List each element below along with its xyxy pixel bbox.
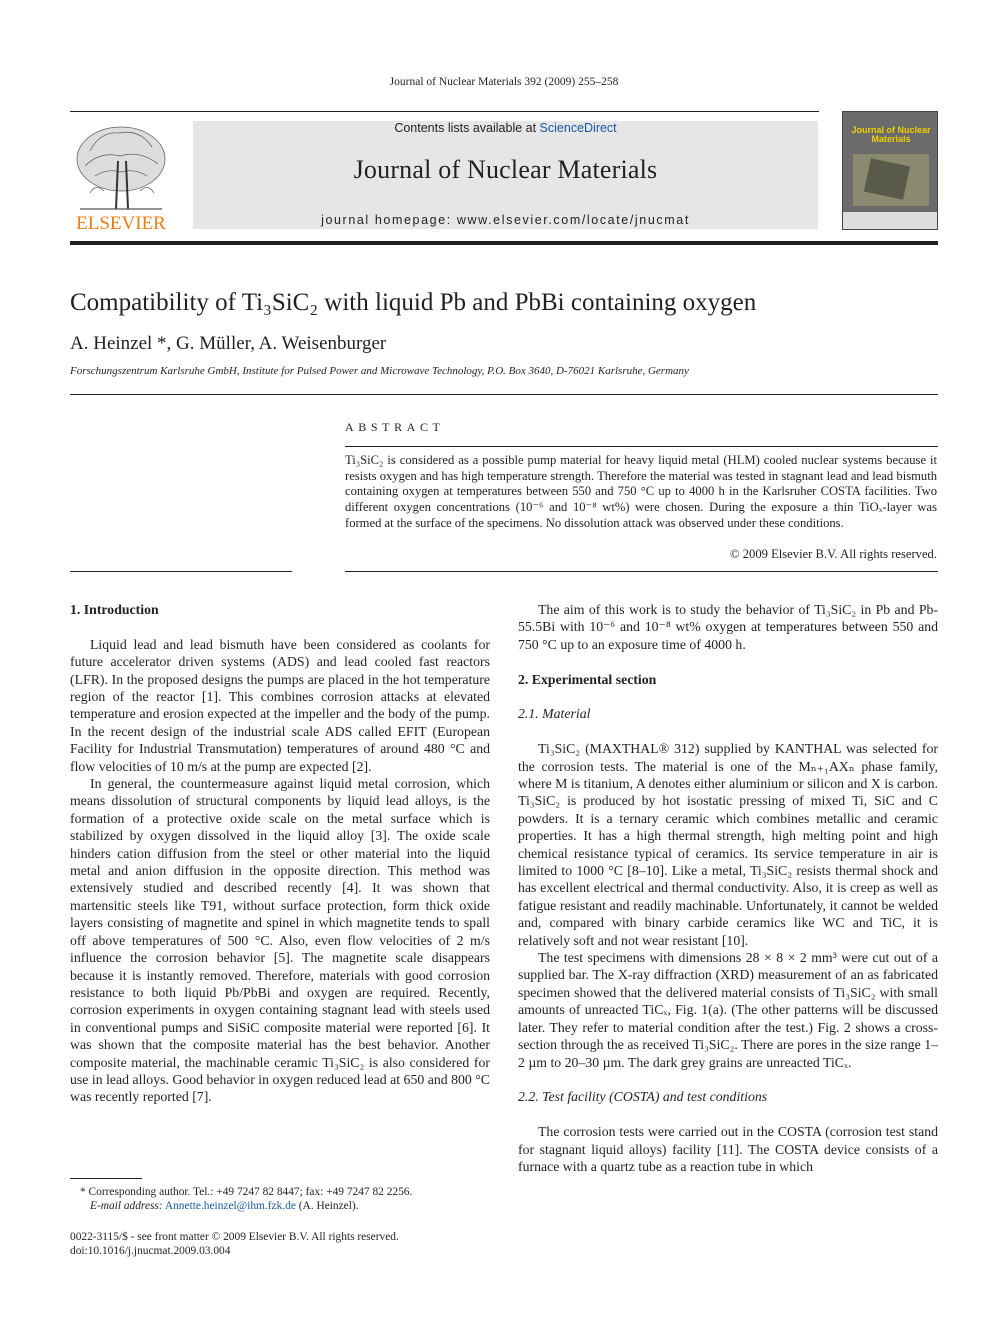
material-paragraph-1: Ti₃SiC₂ (MAXTHAL® 312) supplied by KANTHAL was selected for the corrosion tests. The material is one of the Mₙ₊₁AXₙ phase family, where M is titanium, A denotes either aluminium or silicon and X is carbon. Ti₃SiC₂ is produced by hot isostatic pressing of mixed Ti, SiC and C powders. It is a ternary ceramic which combines metallic and ceramic properties. It has a high thermal strength, high melting point and high chemical resistance typical of ceramics. Its service temperature in air is limited to 1000 °C [8–10]. Like a metal, Ti₃SiC₂ resists thermal shock and has excellent electrical and thermal conductivity. Also, it is creep as well as fatigue resistant and readily machinable. Unfortunately, it cannot be welded and, compared with binary carbide ceramics like WC and TiC, it is relatively soft and not wear resistant [10]. [518,741,938,948]
footnote [70,1185,490,1213]
article-title: Compatibility of Ti₃SiC₂ with liquid Pb and PbBi containing oxygen [70,289,757,316]
journal-homepage[interactable]: journal homepage: www.elsevier.com/locate/jnucmat [321,213,690,227]
contents-line [193,121,818,135]
subsection-heading-facility: 2.2. Test facility (COSTA) and test conditions [518,1089,768,1105]
affiliation: Forschungszentrum Karlsruhe GmbH, Institute for Pulsed Power and Microwave Technology, P.O. Box 3640, D-76021 Karlsruhe, Germany [70,365,689,377]
elsevier-logo [70,121,172,233]
right-rule [345,571,938,572]
email-label: E-mail address: [90,1200,163,1212]
section-heading-experimental: 2. Experimental section [518,671,657,687]
email-suffix: (A. Heinzel). [298,1200,359,1212]
publisher-name: ELSEVIER [76,213,166,233]
elsevier-tree-icon [70,121,172,233]
cover-strip [843,212,937,229]
aim-paragraph: The aim of this work is to study the behavior of Ti₃SiC₂ in Pb and Pb-55.5Bi with 10⁻⁶ and 10⁻⁸ wt% oxygen at temperatures between 550 and 750 °C up to an exposure time of 4000 h. [518,602,938,652]
title-rule [70,394,938,395]
journal-title: Journal of Nuclear Materials [353,155,658,184]
intro-paragraph-2: In general, the countermeasure against liquid metal corrosion, which means dissolution of structural components by liquid lead alloys, is the formation of a protective oxide scale on the metal surface which is stabilized by oxygen dissolved in the liquid alloy [3]. The oxide scale hinders cation diffusion from the steel or other material into the liquid metal and anion diffusion in the opposite direction. This method was extensively studied and described recently [4]. It was shown that martensitic steels like T91, without surface protection, form thick oxide layers consisting of magnetite and spinel in which magnetite tends to spall off above temperatures of 500 °C. Also, even flow velocities of 2 m/s influence the corrosion behavior [5]. The magnetite scale disappears because it is instantly removed. Therefore, materials with good corrosion resistance to both liquid Pb/PbBi and oxygen are required. Recently, corrosion experiments in oxygen containing stagnant lead with steels used in conventional pumps and SiSiC composite material were reported [6]. It was shown that the composite material has the best behavior. Another composite material, the machinable ceramic Ti₃SiC₂ is also considered for use in lead alloys. Good behavior in oxygen reduced lead at 650 and 800 °C was recently reported [7]. [70,776,490,1105]
cover-title: Journal of Nuclear Materials [851,125,931,144]
subsection-heading-material: 2.1. Material [518,706,591,722]
facility-paragraph: The corrosion tests were carried out in the COSTA (corrosion test stand for stagnant liquid alloys) facility [11]. The COSTA device consists of a furnace with a quartz tube as a reaction tube in which [518,1124,938,1174]
left-column [70,601,490,1106]
section-heading-introduction: 1. Introduction [70,602,159,617]
abstract-text: Ti₃SiC₂ is considered as a possible pump material for heavy liquid metal (HLM) cooled nuclear systems because it resists oxygen and has high temperature strength. Therefore the material was tested in stagnant lead and lead bismuth containing oxygen at temperatures between 550 and 750 °C up to 4000 h in the Karlsruher COSTA facilities. Two different oxygen concentrations (10⁻⁶ and 10⁻⁸ wt%) were chosen. During the exposure a thin TiOₓ-layer was formed at the surface of the specimens. No dissolution attack was observed under these conditions. [345,453,937,530]
issn-line: 0022-3115/$ - see front matter © 2009 Elsevier B.V. All rights reserved. [70,1231,399,1243]
footnote-rule [70,1178,142,1179]
abstract-rule [345,446,938,447]
running-head: Journal of Nuclear Materials 392 (2009) 255–258 [389,76,619,88]
sciencedirect-link[interactable]: ScienceDirect [539,121,617,135]
material-paragraph-2: The test specimens with dimensions 28 × 8 × 2 mm³ were cut out of a supplied bar. The X-ray diffraction (XRD) measurement of an as fabricated specimen showed that the delivered material consists of Ti₃SiC₂ with small amounts of unreacted TiCₓ, Fig. 1(a). (The other patterns will be discussed later. They refer to material condition after the test.) Fig. 2 shows a cross-section through the as received Ti₃SiC₂. There are pores in the size range 1–2 µm to 20–30 µm. The dark grey grains are unreacted TiCₓ. [518,950,938,1070]
abstract-heading: ABSTRACT [345,420,445,434]
journal-cover-thumbnail [842,111,938,230]
right-column [518,601,938,1175]
left-rule [70,571,292,572]
email-link[interactable]: Annette.heinzel@ihm.fzk.de [164,1200,296,1212]
abstract-copyright: © 2009 Elsevier B.V. All rights reserved. [730,547,937,561]
doi-line[interactable]: doi:10.1016/j.jnucmat.2009.03.004 [70,1245,231,1257]
contents-prefix: Contents lists available at [394,121,540,135]
email-line [70,1199,490,1213]
header-rule-top [70,111,819,112]
bottom-info [70,1230,399,1258]
intro-paragraph-1: Liquid lead and lead bismuth have been considered as coolants for future accelerator driven systems (ADS) and lead cooled fast reactors (LFR). In the proposed designs the pumps are placed in the hot temperature region of the reactor [1]. This combines corrosion attacks at elevated temperature and erosion expected at the impeller and the body of the pump. In the recent design of the industrial scale ADS called EFIT (European Facility for Industrial Transmutation) temperatures of around 480 °C and flow velocities of 10 m/s at the pump are expected [2]. [70,636,490,774]
author-list: A. Heinzel *, G. Müller, A. Weisenburger [70,333,387,354]
header-rule-thick [70,241,938,245]
corresponding-author-note: * Corresponding author. Tel.: +49 7247 82 8447; fax: +49 7247 82 2256. [80,1186,413,1198]
